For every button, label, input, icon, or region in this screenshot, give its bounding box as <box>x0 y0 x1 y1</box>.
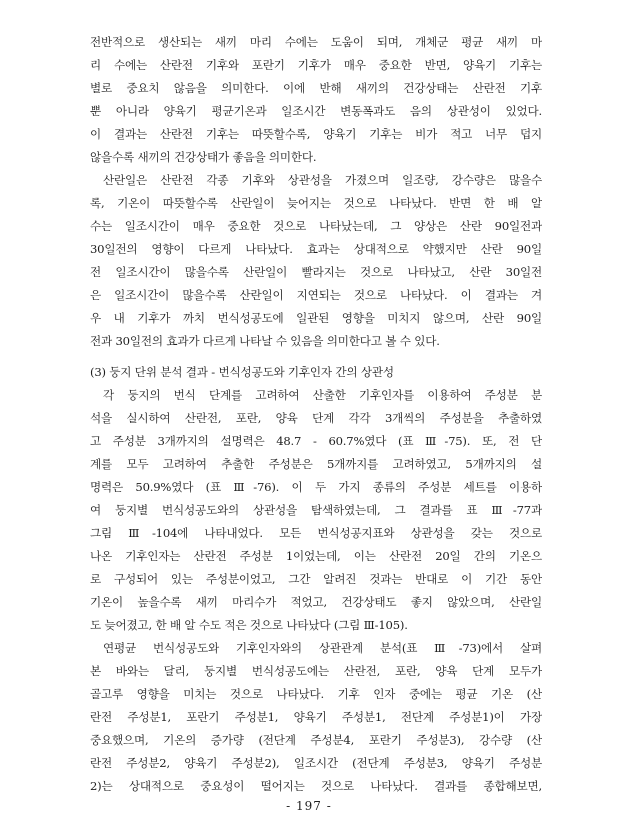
text-line: 골고루 영향을 미치는 것으로 나타났다. 기후 인자 중에는 평균 기온 (산 <box>90 687 542 701</box>
text-line: 전과 30일전의 효과가 다르게 나타날 수 있음을 의미한다고 볼 수 있다. <box>90 334 440 348</box>
text-line: 그림 Ⅲ-104에 나타내었다. 모든 번식성공지표와 상관성을 갖는 것으로 <box>90 526 542 540</box>
text-line: 전반적으로 생산되는 새끼 마리 수에는 도움이 되며, 개체군 평균 새끼 마 <box>90 35 542 49</box>
text-line: 란전 주성분1, 포란기 주성분1, 양육기 주성분1, 전단계 주성분1)이 가장 <box>90 710 542 724</box>
text-line: 리 수에는 산란전 기후와 포란기 기후가 매우 중요한 반면, 양육기 기후는 <box>90 58 542 72</box>
text-line: 중요했으며, 기온의 증가량 (전단계 주성분4, 포란기 주성분3), 강수량 (산 <box>90 733 542 747</box>
text-line: 우 내 기후가 까치 번식성공도에 일관된 영향을 미치지 않으며, 산란 90일 <box>90 311 542 325</box>
text-line: 명력은 50.9%였다 (표 Ⅲ-76). 이 두 가지 종류의 주성분 세트를 이용하 <box>90 480 542 494</box>
text-line: 2)는 상대적으로 중요성이 떨어지는 것으로 나타났다. 결과를 종합해보면, <box>90 779 542 793</box>
text-line: 로 구성되어 있는 주성분이었고, 그간 알려진 것과는 반대로 이 기간 동안 <box>90 572 542 586</box>
text-line: 본 바와는 달리, 둥지별 번식성공도에는 산란전, 포란, 양육 단계 모두가 <box>90 664 542 678</box>
text-line: 30일전의 영향이 다르게 나타났다. 효과는 상대적으로 약했지만 산란 90일 <box>90 242 542 256</box>
text-line: 수는 일조시간이 매우 중요한 것으로 나타났는데, 그 양상은 산란 90일전과 <box>90 219 542 233</box>
text-line: 기온이 높을수록 새끼 마리수가 적었고, 건강상태도 좋지 않았으며, 산란일 <box>90 595 542 609</box>
text-line: 산란일은 산란전 각종 기후와 상관성을 가졌으며 일조량, 강수량은 많을수 <box>103 173 542 187</box>
text-line: 계를 모두 고려하여 추출한 주성분은 5개까지를 고려하였고, 5개까지의 설 <box>90 457 542 471</box>
text-line: 이 결과는 산란전 기후는 따뜻할수록, 양육기 기후는 비가 적고 너무 덥지 <box>90 127 542 141</box>
text-line: 도 늦어졌고, 한 배 알 수도 적은 것으로 나타났다 (그림 Ⅲ-105). <box>90 618 408 632</box>
text-line: 별로 중요치 않음을 의미한다. 이에 반해 새끼의 건강상태는 산란전 기후 <box>90 81 542 95</box>
text-line: 연평균 번식성공도와 기후인자와의 상관관계 분석(표 Ⅲ-73)에서 살펴 <box>103 641 542 655</box>
text-line: 록, 기온이 따뜻할수록 산란일이 늦어지는 것으로 나타났다. 반면 한 배 알 <box>90 196 542 210</box>
text-line: 은 일조시간이 많을수록 산란일이 지연되는 것으로 나타났다. 이 결과는 겨 <box>90 288 542 302</box>
text-line: 나온 기후인자는 산란전 주성분 1이었는데, 이는 산란전 20일 간의 기온으 <box>90 549 542 563</box>
text-line: 여 둥지별 번식성공도와의 상관성을 탐색하였는데, 그 결과를 표 Ⅲ-77과 <box>90 503 542 517</box>
text-line: 각 둥지의 번식 단계를 고려하여 산출한 기후인자를 이용하여 주성분 분 <box>103 388 542 402</box>
text-line: 않을수록 새끼의 건강상태가 좋음을 의미한다. <box>90 150 317 164</box>
section-heading: (3) 둥지 단위 분석 결과 - 번식성공도와 기후인자 간의 상관성 <box>90 365 394 379</box>
text-line: 석을 실시하여 산란전, 포란, 양육 단계 각각 3개씩의 주성분을 추출하였 <box>90 411 542 425</box>
text-line: 란전 주성분2, 양육기 주성분2), 일조시간 (전단계 주성분3, 양육기 주성분 <box>90 756 542 770</box>
text-line: 전 일조시간이 많을수록 산란일이 빨라지는 것으로 나타났고, 산란 30일전 <box>90 265 542 279</box>
text-line: 고 주성분 3개까지의 설명력은 48.7 - 60.7%였다 (표 Ⅲ-75). 또, 전 단 <box>90 434 542 448</box>
page-number: - 197 - <box>286 799 332 813</box>
text-line: 뿐 아니라 양육기 평균기온과 일조시간 변동폭과도 음의 상관성이 있었다. <box>90 104 542 118</box>
